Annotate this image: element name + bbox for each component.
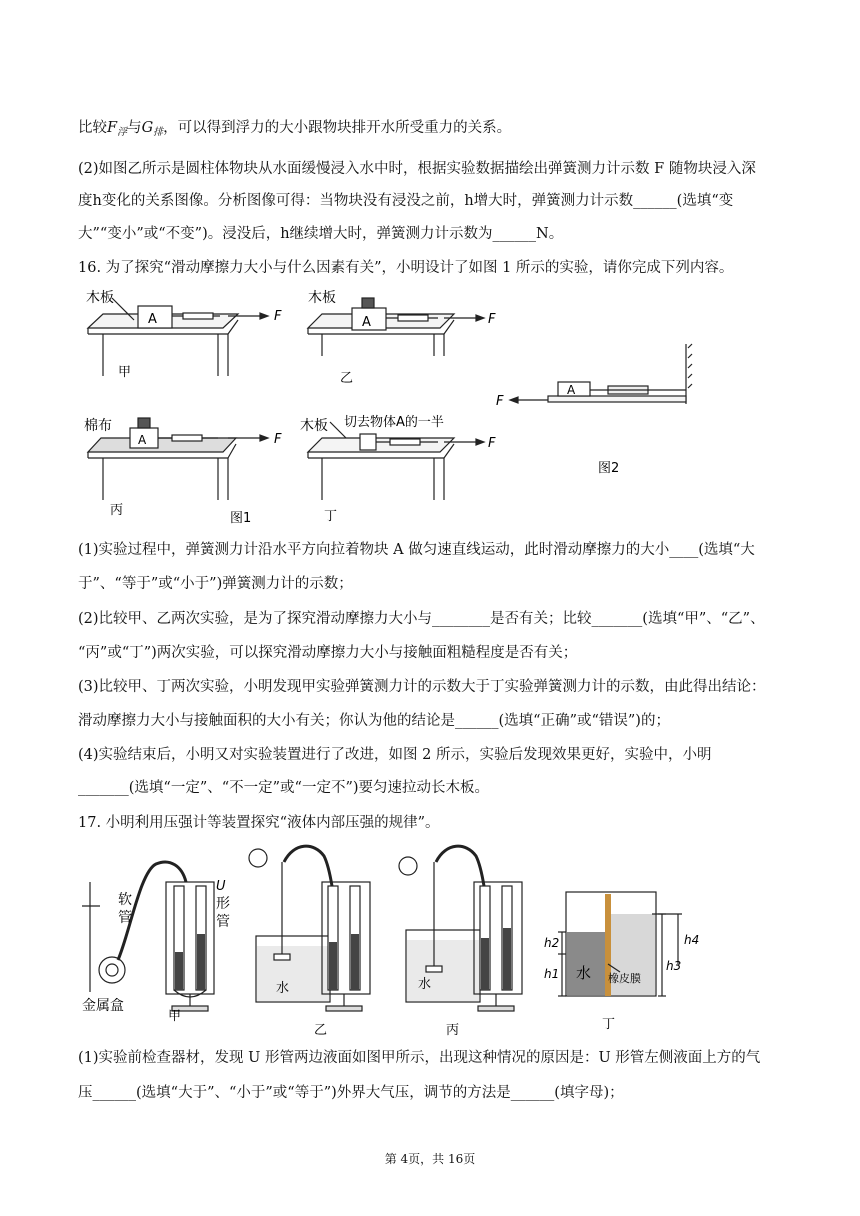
label-soft-1: 软 (118, 892, 132, 908)
label-board-jia: 木板 (86, 290, 114, 306)
q16-part2-line2: “丙”或“丁”)两次实验，可以探究滑动摩擦力大小与接触面粗糙程度是否有关； (78, 645, 578, 661)
q16-part4-line2: _______(选填“一定”、“不一定”或“一定不”)要匀速拉动长木板。 (78, 780, 490, 796)
force-f-yi: F (488, 312, 496, 327)
label-cloth-bing: 棉布 (84, 418, 112, 434)
q16-stem: 16. 为了探究“滑动摩擦力大小与什么因素有关”，小明设计了如图 1 所示的实验，请你完成下列内容。 (78, 260, 734, 276)
setup-u-yi (249, 846, 370, 1011)
label-ding: 丁 (324, 509, 338, 524)
label-yi: 乙 (340, 371, 354, 386)
label-bing: 丙 (110, 503, 124, 518)
q15-part2-line1: (2)如图乙所示是圆柱体物块从水面缓慢浸入水中时，根据实验数据描绘出弹簧测力计示数 F 随物块浸入深 (78, 161, 756, 177)
block-a-yi: A (362, 315, 371, 330)
label-bing-17: 丙 (446, 1023, 460, 1038)
q16-part3-line2: 滑动摩擦力大小与接触面积的大小有关；你认为他的结论是______(选填“正确”或“错误”)的； (78, 713, 670, 729)
label-board-yi: 木板 (308, 290, 336, 306)
q16-figure (78, 286, 718, 532)
setup-fig2 (510, 344, 692, 404)
setup-jia (88, 298, 268, 376)
label-fig2: 图2 (598, 461, 620, 476)
label-ding-17: 丁 (602, 1017, 616, 1032)
q17-stem: 17. 小明利用压强计等装置探究“液体内部压强的规律”。 (78, 815, 440, 831)
block-a-bing: A (138, 433, 147, 447)
q16-part3-line1: (3)比较甲、丁两次实验，小明发现甲实验弹簧测力计的示数大于丁实验弹簧测力计的示数，由此得出结论： (78, 679, 766, 695)
q15-part2-line2: 度h变化的关系图像。分析图像可得：当物块没有浸没之前，h增大时，弹簧测力计示数______(选填“变 (78, 193, 734, 209)
q17-part1-line1: (1)实验前检查器材，发现 U 形管两边液面如图甲所示，出现这种情况的原因是：U 形管左侧液面上方的气 (78, 1050, 761, 1066)
force-f-jia: F (274, 309, 282, 324)
label-fig1: 图1 (230, 511, 252, 526)
label-h1: h1 (544, 967, 560, 981)
label-water-bing: 水 (418, 977, 432, 992)
force-f-ding: F (488, 436, 496, 451)
q16-part1-line2: 于”、“等于”或“小于”)弹簧测力计的示数； (78, 576, 353, 592)
q17-figure (78, 842, 718, 1038)
q15-compare-line: 比较$F_浮$与$G_排$，可以得到浮力的大小跟物块排开水所受重力的关系。 (78, 120, 512, 138)
label-h3: h3 (666, 959, 682, 973)
setup-u-jia (82, 862, 214, 1011)
q16-part2-line1: (2)比较甲、乙两次实验，是为了探究滑动摩擦力大小与________是否有关；比较_______(选填“甲”、“乙”、 (78, 611, 765, 627)
label-h4: h4 (684, 933, 700, 947)
label-cut-note: 切去物体A的一半 (344, 415, 444, 430)
setup-yi (308, 298, 484, 356)
label-rubber: 橡皮膜 (608, 972, 641, 985)
label-yi-17: 乙 (314, 1023, 328, 1038)
label-u-2: 形 (216, 896, 230, 912)
label-u-1: U (216, 879, 226, 894)
q17-part1-line2: 压______(选填“大于”、“小于”或“等于”)外界大气压，调节的方法是______(填字母)； (78, 1085, 624, 1101)
label-h2: h2 (544, 936, 560, 950)
setup-ding (308, 422, 484, 500)
label-board-ding: 木板 (300, 418, 328, 434)
force-f-bing: F (274, 432, 282, 447)
label-water-yi: 水 (276, 981, 290, 996)
page-footer: 第 4页，共 16页 (384, 1152, 476, 1166)
block-a-fig2: A (567, 383, 576, 397)
setup-bing (88, 418, 268, 500)
force-f-fig2: F (496, 394, 504, 409)
label-metal-box: 金属盒 (82, 998, 124, 1014)
q15-part2-line3: 大”“变小”或“不变”)。浸没后，h继续增大时，弹簧测力计示数为______N。 (78, 226, 564, 242)
label-soft-2: 管 (118, 910, 132, 926)
q16-part4-line1: (4)实验结束后，小明又对实验装置进行了改进，如图 2 所示，实验后发现效果更好，实验中，小明 (78, 747, 712, 763)
label-u-3: 管 (216, 914, 230, 930)
q16-part1-line1: (1)实验过程中，弹簧测力计沿水平方向拉着物块 A 做匀速直线运动，此时滑动摩擦力的大小____(选填“大 (78, 542, 755, 558)
label-jia-17: 甲 (168, 1009, 182, 1024)
block-a-jia: A (148, 312, 157, 327)
label-jia: 甲 (118, 365, 132, 380)
label-water-ding: 水 (576, 964, 592, 982)
